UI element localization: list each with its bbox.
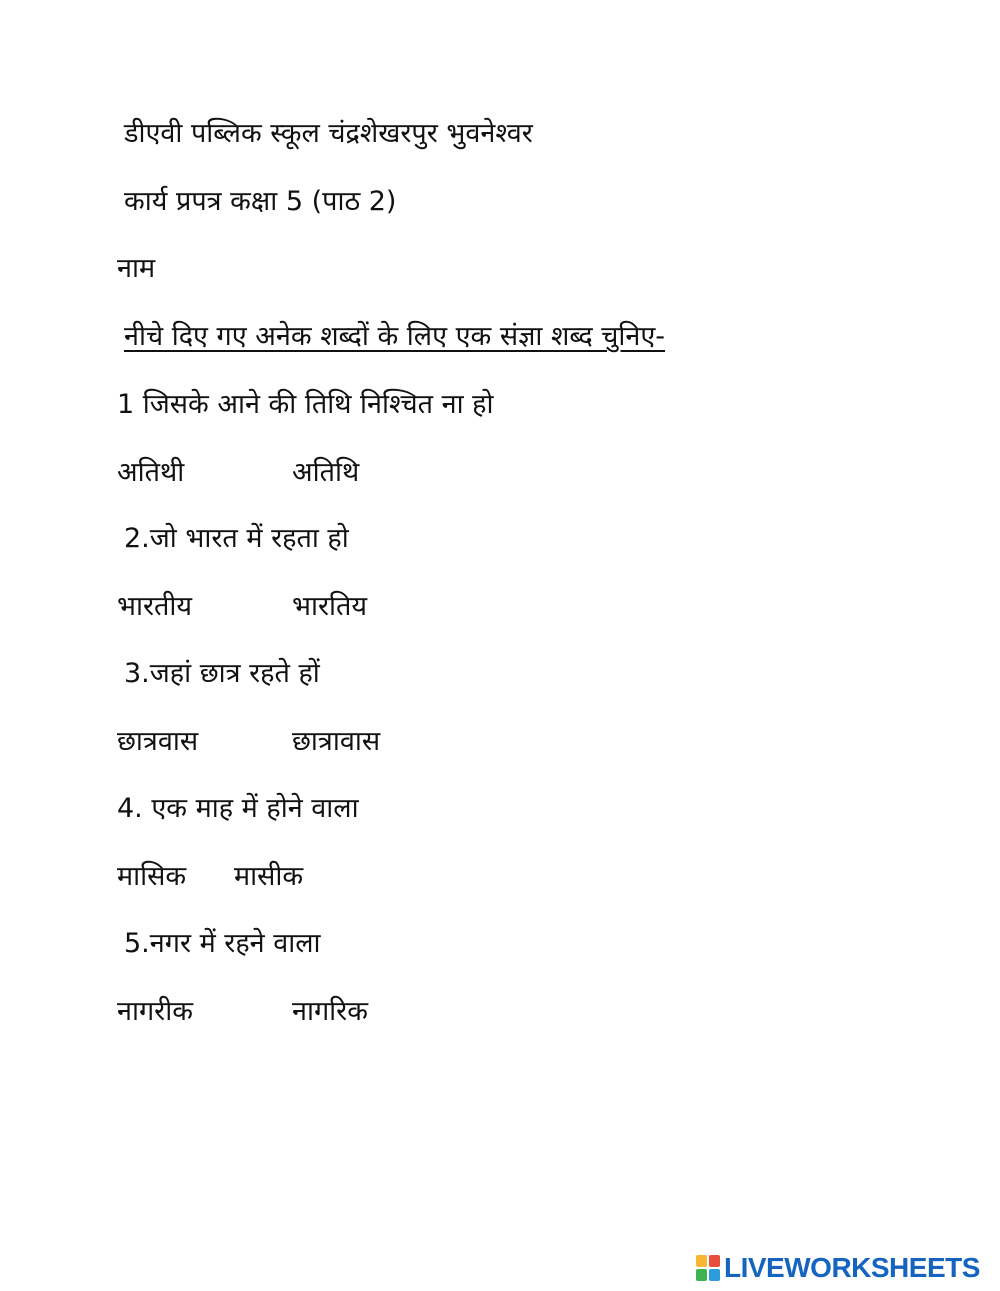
liveworksheets-logo-icon — [696, 1255, 720, 1281]
question-4-option-2[interactable]: मासीक — [234, 861, 304, 892]
question-5-option-2[interactable]: नागरिक — [292, 996, 368, 1027]
question-1-option-2[interactable]: अतिथि — [292, 457, 360, 488]
question-3-option-1[interactable]: छात्रवास — [117, 726, 199, 757]
question-1-prompt: 1 जिसके आने की तिथि निश्चित ना हो — [117, 389, 494, 420]
worksheet-title: कार्य प्रपत्र कक्षा 5 (पाठ 2) — [124, 186, 397, 217]
instruction-heading: नीचे दिए गए अनेक शब्दों के लिए एक संज्ञा शब्द चुनिए- — [124, 321, 666, 352]
question-4-prompt: 4. एक माह में होने वाला — [117, 793, 359, 824]
question-2-option-2[interactable]: भारतिय — [292, 591, 368, 622]
question-1-option-1[interactable]: अतिथी — [117, 457, 185, 488]
school-name: डीएवी पब्लिक स्कूल चंद्रशेखरपुर भुवनेश्वर — [124, 118, 533, 149]
question-3-prompt: 3.जहां छात्र रहते हों — [124, 658, 320, 689]
question-5-option-1[interactable]: नागरीक — [117, 996, 193, 1027]
name-label: नाम — [117, 253, 156, 284]
question-5-prompt: 5.नगर में रहने वाला — [124, 928, 321, 959]
liveworksheets-branding — [696, 1253, 980, 1283]
question-3-option-2[interactable]: छात्रावास — [292, 726, 381, 757]
liveworksheets-wordmark: LIVEWORKSHEETS — [724, 1252, 980, 1283]
question-2-prompt: 2.जो भारत में रहता हो — [124, 523, 349, 554]
question-4-option-1[interactable]: मासिक — [117, 861, 187, 892]
question-2-option-1[interactable]: भारतीय — [117, 591, 193, 622]
